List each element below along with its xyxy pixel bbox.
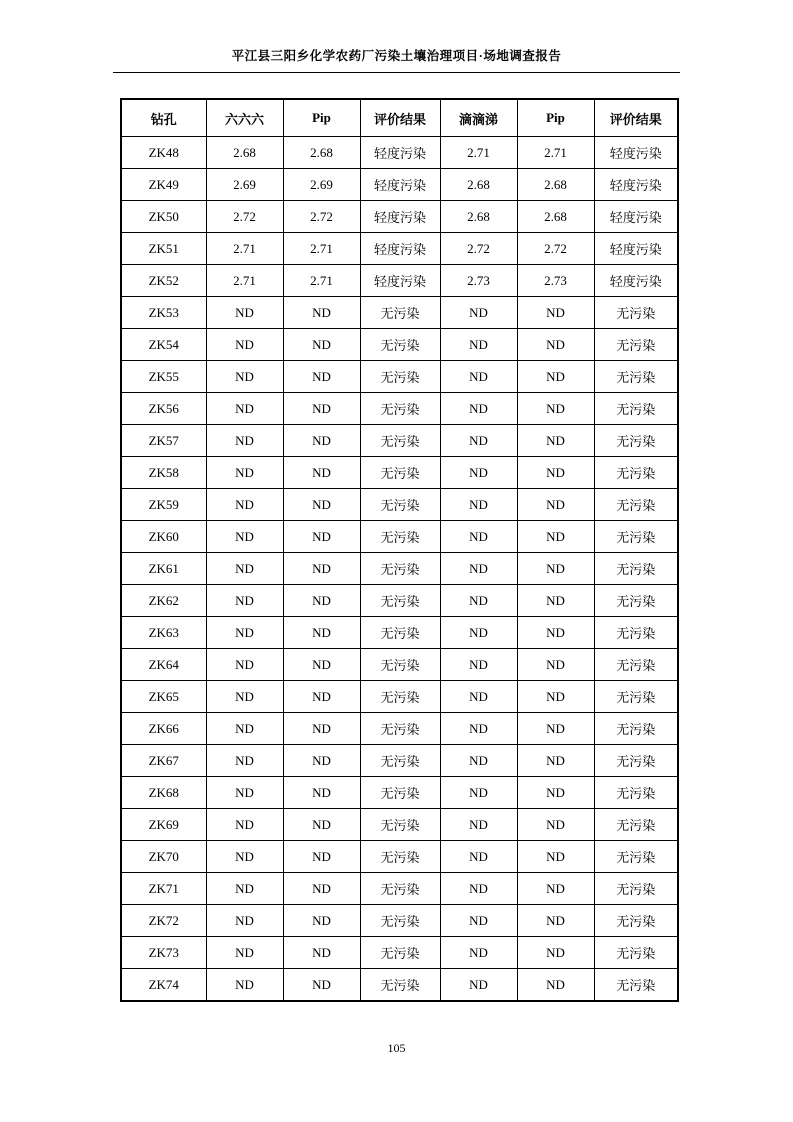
table-cell: ND: [283, 457, 360, 489]
table-cell: ND: [440, 297, 517, 329]
table-cell: ND: [283, 553, 360, 585]
table-cell: ZK50: [121, 201, 206, 233]
table-cell: 无污染: [360, 809, 440, 841]
table-row: [121, 361, 678, 393]
table-cell: ND: [206, 809, 283, 841]
table-cell: 无污染: [594, 457, 678, 489]
table-cell: ND: [440, 809, 517, 841]
table-cell: ND: [517, 777, 594, 809]
table-cell: 2.71: [206, 233, 283, 265]
table-cell: ND: [440, 873, 517, 905]
table-cell: ND: [206, 489, 283, 521]
table-row: [121, 937, 678, 969]
table-cell: 无污染: [360, 361, 440, 393]
table-cell: ND: [206, 969, 283, 1002]
table-cell: ND: [440, 489, 517, 521]
table-cell: ZK63: [121, 617, 206, 649]
table-cell: 无污染: [360, 329, 440, 361]
table-cell: 无污染: [360, 649, 440, 681]
table-cell: ND: [206, 457, 283, 489]
table-cell: ND: [206, 873, 283, 905]
table-cell: ND: [440, 553, 517, 585]
table-cell: 2.71: [283, 265, 360, 297]
table-cell: ND: [440, 361, 517, 393]
table-cell: ND: [440, 521, 517, 553]
table-cell: 无污染: [594, 681, 678, 713]
table-cell: 无污染: [594, 617, 678, 649]
table-cell: ND: [283, 617, 360, 649]
header-row: [121, 99, 678, 137]
table-row: [121, 265, 678, 297]
table-cell: ND: [206, 425, 283, 457]
table-cell: ND: [440, 777, 517, 809]
table-cell: ND: [517, 745, 594, 777]
table-cell: ND: [517, 649, 594, 681]
table-row: [121, 169, 678, 201]
table-cell: 2.72: [206, 201, 283, 233]
table-cell: 轻度污染: [360, 169, 440, 201]
table-cell: ND: [283, 585, 360, 617]
table-cell: ZK58: [121, 457, 206, 489]
table-cell: ZK48: [121, 137, 206, 169]
table-cell: ND: [283, 745, 360, 777]
table-cell: ZK52: [121, 265, 206, 297]
table-cell: ND: [517, 425, 594, 457]
table-cell: ND: [283, 937, 360, 969]
table-cell: ZK51: [121, 233, 206, 265]
table-cell: ND: [517, 713, 594, 745]
table-cell: ZK49: [121, 169, 206, 201]
table-cell: ZK56: [121, 393, 206, 425]
table-cell: ND: [206, 521, 283, 553]
table-cell: 轻度污染: [594, 137, 678, 169]
table-row: [121, 585, 678, 617]
column-header: Pip: [517, 99, 594, 137]
table-cell: 2.71: [206, 265, 283, 297]
table-cell: 2.72: [440, 233, 517, 265]
table-row: [121, 489, 678, 521]
table-cell: ND: [440, 937, 517, 969]
table-cell: ND: [440, 841, 517, 873]
table-row: [121, 553, 678, 585]
table-row: [121, 649, 678, 681]
table-cell: 无污染: [360, 841, 440, 873]
table-cell: ND: [206, 905, 283, 937]
table-cell: 无污染: [594, 329, 678, 361]
table-cell: 无污染: [360, 297, 440, 329]
table-cell: ND: [440, 905, 517, 937]
table-cell: 无污染: [594, 649, 678, 681]
table-cell: ND: [440, 425, 517, 457]
table-body: [121, 137, 678, 1002]
table-cell: ND: [206, 649, 283, 681]
table-cell: ND: [206, 617, 283, 649]
table-cell: 2.68: [517, 169, 594, 201]
table-row: [121, 969, 678, 1002]
table-cell: 轻度污染: [360, 233, 440, 265]
table-cell: ND: [517, 617, 594, 649]
table-cell: ND: [283, 521, 360, 553]
table-cell: ND: [283, 393, 360, 425]
table-row: [121, 617, 678, 649]
table-cell: 无污染: [594, 425, 678, 457]
table-cell: 2.73: [440, 265, 517, 297]
table-cell: 轻度污染: [594, 233, 678, 265]
table-cell: ZK53: [121, 297, 206, 329]
table-row: [121, 425, 678, 457]
table-cell: 无污染: [594, 873, 678, 905]
table-row: [121, 457, 678, 489]
table-cell: 2.69: [206, 169, 283, 201]
table-cell: 无污染: [594, 297, 678, 329]
table-cell: ND: [283, 905, 360, 937]
table-cell: ND: [206, 937, 283, 969]
table-cell: ND: [206, 585, 283, 617]
table-cell: 无污染: [594, 713, 678, 745]
table-cell: 无污染: [594, 361, 678, 393]
table-cell: 无污染: [360, 425, 440, 457]
table-cell: 2.68: [206, 137, 283, 169]
table-cell: 2.72: [517, 233, 594, 265]
table-cell: ND: [440, 457, 517, 489]
table-cell: ND: [517, 585, 594, 617]
table-cell: 无污染: [594, 489, 678, 521]
table-cell: 无污染: [360, 713, 440, 745]
table-cell: ND: [283, 361, 360, 393]
table-cell: 2.68: [517, 201, 594, 233]
table-cell: ZK54: [121, 329, 206, 361]
table-cell: ZK60: [121, 521, 206, 553]
table-cell: 无污染: [360, 521, 440, 553]
table-row: [121, 745, 678, 777]
table-row: [121, 521, 678, 553]
table-cell: 无污染: [594, 521, 678, 553]
table-cell: 无污染: [360, 681, 440, 713]
table-cell: 无污染: [594, 585, 678, 617]
table-cell: ND: [206, 745, 283, 777]
table-cell: ND: [283, 713, 360, 745]
table-cell: ND: [517, 457, 594, 489]
table-cell: 2.71: [517, 137, 594, 169]
table-cell: ND: [440, 969, 517, 1002]
table-cell: ZK73: [121, 937, 206, 969]
table-cell: ZK72: [121, 905, 206, 937]
table-cell: ND: [283, 777, 360, 809]
table-cell: ND: [283, 489, 360, 521]
table-row: [121, 841, 678, 873]
table-cell: 无污染: [594, 393, 678, 425]
table-cell: ND: [283, 873, 360, 905]
table-cell: ND: [440, 745, 517, 777]
table-cell: ND: [517, 489, 594, 521]
table-head: [121, 99, 678, 137]
table-cell: 无污染: [360, 905, 440, 937]
table-cell: ND: [517, 969, 594, 1002]
table-cell: ZK74: [121, 969, 206, 1002]
table-cell: ND: [440, 649, 517, 681]
table-cell: ZK61: [121, 553, 206, 585]
table-cell: 2.68: [283, 137, 360, 169]
table-cell: 2.71: [440, 137, 517, 169]
column-header: 滴滴涕: [440, 99, 517, 137]
table-row: [121, 873, 678, 905]
table-cell: 无污染: [360, 457, 440, 489]
table-cell: ND: [440, 713, 517, 745]
column-header: 评价结果: [360, 99, 440, 137]
table-cell: ND: [517, 297, 594, 329]
table-cell: ND: [440, 617, 517, 649]
table-row: [121, 297, 678, 329]
table-row: [121, 905, 678, 937]
table-cell: ZK66: [121, 713, 206, 745]
table-cell: ND: [283, 329, 360, 361]
table-cell: ND: [517, 521, 594, 553]
table-cell: ND: [440, 329, 517, 361]
table-cell: 无污染: [360, 777, 440, 809]
table-cell: ND: [283, 297, 360, 329]
table-cell: 2.68: [440, 169, 517, 201]
table-cell: 无污染: [360, 489, 440, 521]
table-cell: 2.68: [440, 201, 517, 233]
table-cell: ND: [517, 361, 594, 393]
table-cell: 无污染: [360, 969, 440, 1002]
table-row: [121, 329, 678, 361]
table-cell: ND: [283, 969, 360, 1002]
table-cell: 轻度污染: [360, 137, 440, 169]
table-cell: 无污染: [360, 745, 440, 777]
table-cell: 2.71: [283, 233, 360, 265]
table-cell: 2.69: [283, 169, 360, 201]
table-cell: ND: [206, 297, 283, 329]
soil-survey-table: [120, 98, 679, 1002]
table-cell: 无污染: [360, 553, 440, 585]
table-cell: ND: [517, 809, 594, 841]
table-cell: ZK71: [121, 873, 206, 905]
table-container: [120, 98, 679, 1002]
table-cell: ND: [206, 329, 283, 361]
table-cell: ZK69: [121, 809, 206, 841]
table-cell: ND: [440, 393, 517, 425]
page-number: 105: [387, 1041, 406, 1055]
table-cell: 无污染: [360, 617, 440, 649]
table-cell: ND: [283, 809, 360, 841]
table-cell: 无污染: [594, 553, 678, 585]
column-header: 评价结果: [594, 99, 678, 137]
table-cell: ZK55: [121, 361, 206, 393]
table-cell: ZK67: [121, 745, 206, 777]
column-header: 六六六: [206, 99, 283, 137]
table-cell: ND: [517, 329, 594, 361]
table-cell: ND: [206, 553, 283, 585]
table-cell: 无污染: [594, 905, 678, 937]
table-cell: 轻度污染: [594, 201, 678, 233]
table-cell: 无污染: [360, 585, 440, 617]
table-cell: 2.72: [283, 201, 360, 233]
table-cell: ND: [517, 905, 594, 937]
table-cell: ZK65: [121, 681, 206, 713]
table-cell: ND: [206, 361, 283, 393]
table-cell: ND: [206, 841, 283, 873]
table-cell: ZK59: [121, 489, 206, 521]
table-cell: 无污染: [594, 809, 678, 841]
column-header: 钻孔: [121, 99, 206, 137]
table-cell: 无污染: [360, 937, 440, 969]
table-cell: ND: [206, 393, 283, 425]
column-header: Pip: [283, 99, 360, 137]
table-cell: ND: [283, 681, 360, 713]
table-row: [121, 201, 678, 233]
table-cell: 无污染: [360, 873, 440, 905]
table-cell: ZK70: [121, 841, 206, 873]
table-cell: ND: [283, 425, 360, 457]
table-cell: 轻度污染: [594, 265, 678, 297]
table-cell: 无污染: [594, 841, 678, 873]
table-cell: 2.73: [517, 265, 594, 297]
table-row: [121, 777, 678, 809]
table-cell: ZK68: [121, 777, 206, 809]
table-cell: ZK64: [121, 649, 206, 681]
page-footer: [0, 1041, 793, 1056]
table-cell: ND: [206, 713, 283, 745]
table-cell: ND: [440, 585, 517, 617]
table-cell: ND: [517, 681, 594, 713]
table-row: [121, 681, 678, 713]
table-row: [121, 233, 678, 265]
table-cell: ND: [206, 681, 283, 713]
table-cell: ZK57: [121, 425, 206, 457]
table-cell: 无污染: [594, 969, 678, 1002]
table-cell: 轻度污染: [360, 265, 440, 297]
table-row: [121, 393, 678, 425]
table-cell: ND: [517, 393, 594, 425]
table-row: [121, 809, 678, 841]
table-cell: ND: [283, 649, 360, 681]
table-cell: 轻度污染: [594, 169, 678, 201]
table-cell: ND: [517, 937, 594, 969]
table-cell: 无污染: [594, 745, 678, 777]
page-header-title: 平江县三阳乡化学农药厂污染土壤治理项目·场地调查报告: [113, 46, 680, 73]
table-cell: ND: [283, 841, 360, 873]
table-row: [121, 713, 678, 745]
table-cell: ND: [517, 841, 594, 873]
table-cell: ND: [206, 777, 283, 809]
table-cell: ND: [440, 681, 517, 713]
table-row: [121, 137, 678, 169]
table-cell: ZK62: [121, 585, 206, 617]
table-cell: 无污染: [360, 393, 440, 425]
table-cell: ND: [517, 873, 594, 905]
table-cell: ND: [517, 553, 594, 585]
table-cell: 无污染: [594, 937, 678, 969]
table-cell: 轻度污染: [360, 201, 440, 233]
table-cell: 无污染: [594, 777, 678, 809]
